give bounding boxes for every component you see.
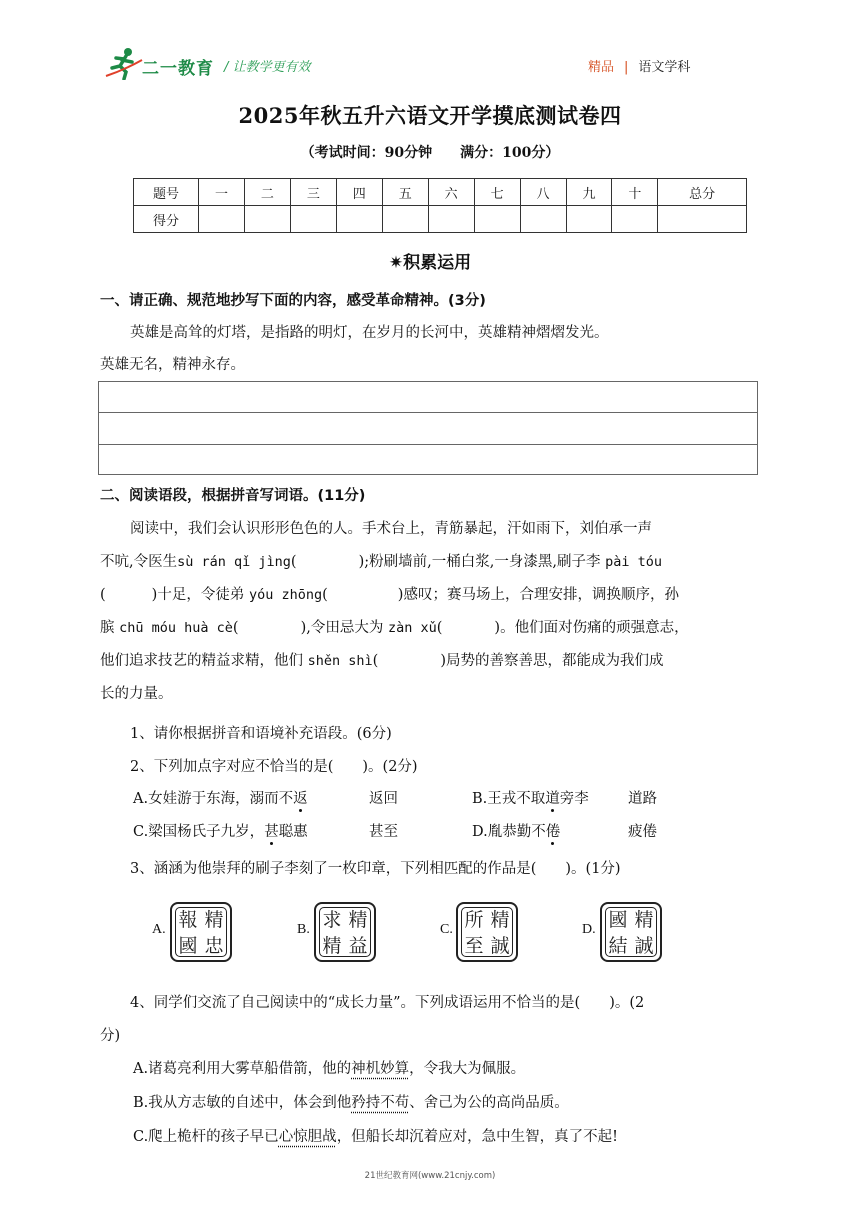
reading-passage (100, 513, 760, 711)
option-d[interactable] (472, 820, 560, 841)
option-b-meaning: 道路 (628, 791, 657, 807)
passage-line: ( )十足，令徒弟 yóu zhōng( )感叹；赛马场上，合理安排，调换顺序，孙 (100, 587, 679, 603)
seal-char: 誠 (634, 935, 654, 957)
passage-text: 。他们面对伤痛的顽强意志， (500, 620, 689, 636)
exam-info (0, 142, 860, 162)
seal-char: 精 (490, 909, 510, 931)
dotted-idiom: 矜持不苟 (351, 1095, 410, 1111)
seal-a[interactable] (170, 902, 232, 962)
passage-text: 局势的善察善思，都能成为我们成 (445, 653, 664, 669)
option-b[interactable] (472, 787, 589, 808)
pinyin: shěn shì (307, 653, 373, 669)
option-text: B.我从方志敏的自述中，体会到他 (133, 1095, 352, 1111)
score-input-cell[interactable] (199, 206, 245, 233)
table-cell: 十 (612, 179, 658, 206)
pinyin: sù rán qǐ jìng (177, 554, 291, 570)
option-text: A.诸葛亮利用大雾草船借箭，他的 (133, 1061, 352, 1077)
dotted-char: 甚 (264, 824, 279, 840)
seal-char: 精 (204, 909, 224, 931)
option-d-meaning: 疲倦 (628, 824, 657, 840)
page-title: 2025年秋五升六语文开学摸底测试卷四 (238, 103, 622, 128)
sub-question-4-cont: 分) (100, 1028, 121, 1044)
exam-score: 满分：100分） (460, 145, 560, 161)
seal-option-label: A. (152, 922, 166, 937)
passage-text: 膑 (100, 620, 115, 636)
score-input-cell[interactable] (612, 206, 658, 233)
seal-char: 忠 (204, 935, 224, 957)
writing-line (99, 444, 757, 445)
passage-line: 长的力量。 (100, 686, 173, 702)
seal-char: 精 (348, 909, 368, 931)
seal-char: 至 (464, 935, 484, 957)
score-input-cell[interactable] (658, 206, 747, 233)
dotted-char: 道 (545, 791, 560, 807)
table-cell: 一 (199, 179, 245, 206)
sub-question-2: 2、下列加点字对应不恰当的是( )。(2分) (130, 759, 418, 775)
question-1-text-line2: 英雄无名，精神永存。 (100, 357, 245, 373)
option-text: D.胤恭勤不 (472, 824, 546, 840)
section-heading: ✷积累运用 (388, 253, 472, 273)
dotted-char: 倦 (545, 824, 561, 840)
passage-text: 他们追求技艺的精益求精，他们 (100, 653, 303, 669)
table-cell: 二 (244, 179, 290, 206)
score-input-cell[interactable] (520, 206, 566, 233)
score-input-cell[interactable] (336, 206, 382, 233)
seal-option-label: D. (582, 922, 596, 937)
slogan: / 让教学更有效 (224, 60, 311, 75)
table-cell: 五 (382, 179, 428, 206)
score-input-cell[interactable] (474, 206, 520, 233)
writing-line (99, 412, 757, 413)
seal-option-label: C. (440, 922, 453, 937)
option-text: 旁李 (559, 791, 589, 807)
question-1-heading: 一、请正确、规范地抄写下面的内容，感受革命精神。(3分) (100, 293, 486, 309)
seal-b[interactable] (314, 902, 376, 962)
passage-line: 阅读中，我们会认识形形色色的人。手术台上，青筋暴起，汗如雨下，刘伯承一声 (130, 521, 652, 537)
page-footer: 21世纪教育网(www.21cnjy.com) (364, 1171, 496, 1181)
passage-line: 不吭,令医生sù rán qǐ jìng( );粉刷墙前,一桶白浆,一身漆黑,刷子李 pài tóu (100, 554, 662, 570)
runner-logo-icon (104, 46, 144, 80)
passage-line: 他们追求技艺的精益求精，他们 shěn shì( )局势的善察善思，都能成为我们成 (100, 653, 664, 669)
passage-text: 不吭,令医生 (100, 554, 178, 570)
seal-char: 國 (178, 935, 198, 957)
logo-text: 二一教育 (142, 59, 214, 79)
table-cell: 得分 (134, 206, 199, 233)
table-cell: 七 (474, 179, 520, 206)
question-2-heading: 二、阅读语段，根据拼音写词语。(11分) (100, 488, 366, 504)
option-a-meaning: 返回 (369, 791, 398, 807)
table-cell: 四 (336, 179, 382, 206)
idiom-option-a[interactable] (133, 1057, 525, 1078)
header-tag: 精品 (588, 60, 615, 75)
option-text: 、舍己为公的高尚品质。 (409, 1095, 569, 1111)
option-text: A.女娃游于东海，溺而不 (133, 791, 294, 807)
question-1-text-line1: 英雄是高耸的灯塔，是指路的明灯，在岁月的长河中，英雄精神熠熠发光。 (130, 325, 609, 341)
header-separator: | (624, 60, 629, 75)
seal-option-label: B. (297, 922, 310, 937)
table-cell: 三 (290, 179, 336, 206)
seal-char: 報 (178, 909, 198, 931)
option-text: 聪惠 (278, 824, 308, 840)
score-input-cell[interactable] (244, 206, 290, 233)
sub-question-4: 4、同学们交流了自己阅读中的“成长力量”。下列成语运用不恰当的是( )。(2 (130, 995, 645, 1011)
seal-char: 精 (634, 909, 654, 931)
pinyin: chū móu huà cè (119, 620, 233, 636)
option-text: ，但船长却沉着应对，急中生智，真了不起! (336, 1129, 619, 1145)
copy-writing-box[interactable] (98, 381, 758, 475)
option-a[interactable] (133, 787, 308, 808)
passage-text: ;粉刷墙前,一桶白浆,一身漆黑,刷子李 (364, 554, 601, 570)
seal-char: 精 (322, 935, 342, 957)
passage-text: ,令田忌大为 (306, 620, 384, 636)
option-text: ，令我大为佩服。 (409, 1061, 526, 1077)
idiom-option-c[interactable] (133, 1125, 618, 1146)
option-text: C.爬上桅杆的孩子早已 (133, 1129, 279, 1145)
option-c[interactable] (133, 820, 308, 841)
option-text: C.梁国杨氏子九岁， (133, 824, 265, 840)
score-input-cell[interactable] (566, 206, 612, 233)
dotted-idiom: 心惊胆战 (278, 1129, 337, 1145)
exam-time: （考试时间：90分钟 (300, 145, 433, 161)
seal-char: 所 (464, 909, 484, 931)
header-subject: 语文学科 (638, 60, 691, 75)
seal-char: 誠 (490, 935, 510, 957)
score-input-cell[interactable] (382, 206, 428, 233)
sub-question-3: 3、涵涵为他崇拜的刷子李刻了一枚印章，下列相匹配的作品是( )。(1分) (130, 861, 621, 877)
idiom-option-b[interactable] (133, 1091, 569, 1112)
seal-d[interactable] (600, 902, 662, 962)
table-cell: 六 (428, 179, 474, 206)
option-text: B.王戎不取 (472, 791, 546, 807)
seal-char: 益 (348, 935, 368, 957)
header-right (588, 56, 690, 75)
pinyin: zàn xǔ (387, 620, 437, 636)
sub-question-1: 1、请你根据拼音和语境补充语段。(6分) (130, 726, 392, 742)
dotted-idiom: 神机妙算 (351, 1061, 410, 1077)
score-input-cell[interactable] (428, 206, 474, 233)
table-cell: 总分 (658, 179, 747, 206)
score-table-score-row (134, 206, 747, 233)
seal-char: 國 (608, 909, 628, 931)
seal-char: 結 (608, 935, 628, 957)
pinyin: yóu zhōng (248, 587, 323, 603)
dotted-char: 返 (293, 791, 308, 807)
seal-c[interactable] (456, 902, 518, 962)
passage-text: 感叹；赛马场上，合理安排，调换顺序，孙 (403, 587, 679, 603)
score-input-cell[interactable] (290, 206, 336, 233)
score-table (133, 178, 747, 233)
passage-line: 膑 chū móu huà cè( ),令田忌大为 zàn xǔ( )。他们面对伤痛的顽强意志， (100, 620, 689, 636)
table-cell: 九 (566, 179, 612, 206)
table-cell: 八 (520, 179, 566, 206)
passage-text: 十足，令徒弟 (157, 587, 245, 603)
score-table-header-row (134, 179, 747, 206)
seal-char: 求 (322, 909, 342, 931)
option-c-meaning: 甚至 (369, 824, 398, 840)
table-cell: 题号 (134, 179, 199, 206)
pinyin: pài tóu (605, 554, 662, 570)
